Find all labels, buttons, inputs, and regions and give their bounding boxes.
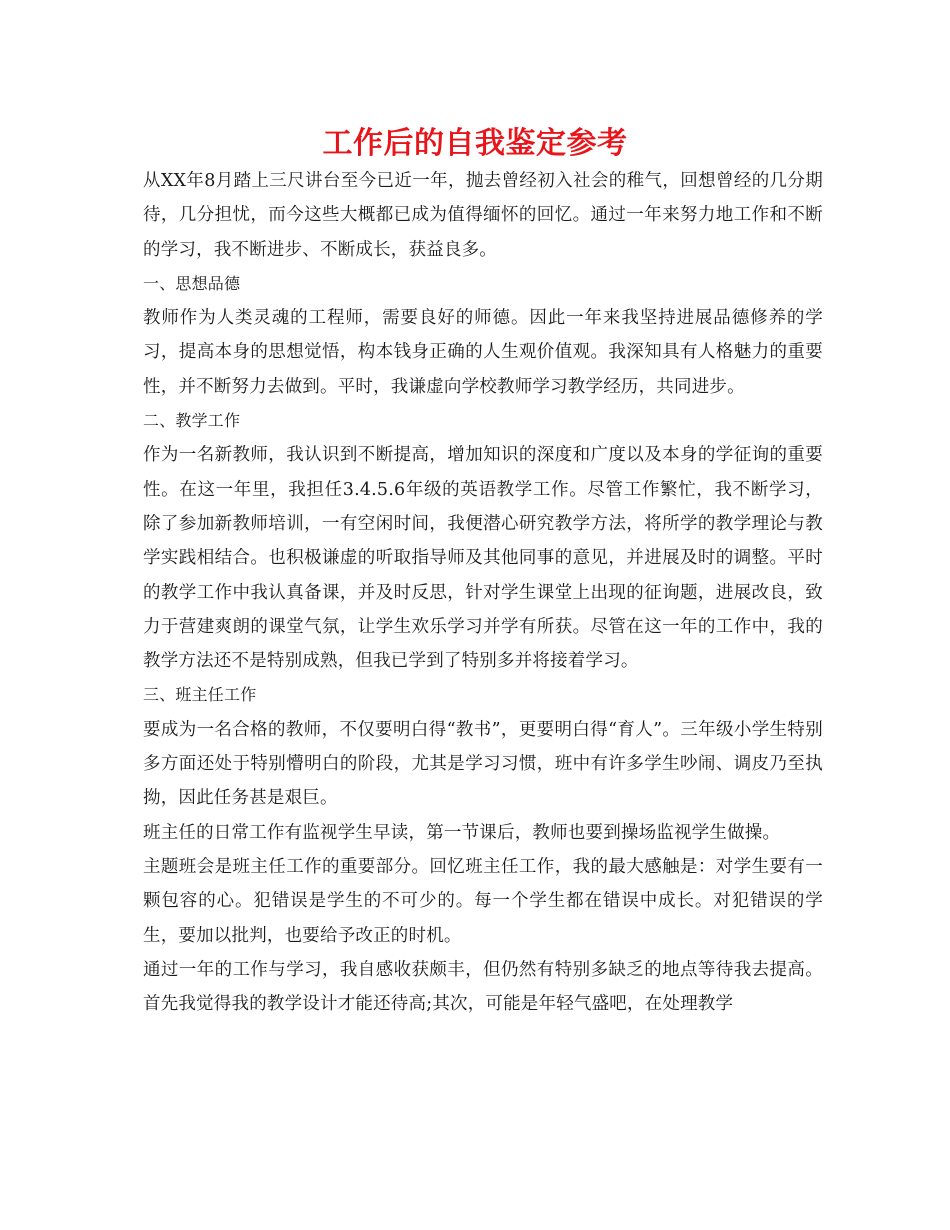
- section-heading-morality: 一、思想品德: [143, 273, 241, 293]
- paragraph-class-teacher-3: 主题班会是班主任工作的重要部分。回忆班主任工作，我的最大感触是：对学生要有一颗包容的心。犯错误是学生的不可少的。每一个学生都在错误中成长。对犯错误的学生，要加以批判，也要给予改正的时机。: [143, 856, 823, 946]
- paragraph-class-teacher-2: 班主任的日常工作有监视学生早读，第一节课后，教师也要到操场监视学生做操。: [143, 822, 781, 843]
- section-heading-class-teacher: 三、班主任工作: [143, 685, 257, 705]
- section-heading-teaching: 二、教学工作: [143, 411, 241, 431]
- paragraph-morality: 教师作为人类灵魂的工程师，需要良好的师德。因此一年来我坚持进展品德修养的学习，提高本身的思想觉悟，构本钱身正确的人生观价值观。我深知具有人格魅力的重要性，并不断努力去做到。平时，我谦虚向学校教师学习教学经历，共同进步。: [143, 308, 823, 397]
- paragraph-intro: 从XX年8月踏上三尺讲台至今已近一年，抛去曾经初入社会的稚气，回想曾经的几分期待，几分担忧，而今这些大概都已成为值得缅怀的回忆。通过一年来努力地工作和不断的学习，我不断进步、不断成长，获益良多。: [143, 171, 823, 260]
- paragraph-summary: 通过一年的工作与学习，我自感收获颇丰，但仍然有特别多缺乏的地点等待我去提高。首先我觉得我的教学设计才能还待高;其次，可能是年轻气盛吧，在处理教学: [143, 959, 823, 1015]
- document-body: [143, 164, 823, 1021]
- document-title: 工作后的自我鉴定参考: [322, 126, 628, 161]
- paragraph-teaching: 作为一名新教师，我认识到不断提高，增加知识的深度和广度以及本身的学征询的重要性。在这一年里，我担任3.4.5.6年级的英语教学工作。尽管工作繁忙，我不断学习，除了参加新教师培训，一有空闲时间，我便潜心研究教学方法，将所学的教学理论与教学实践相结合。也积极谦虚的听取指导师及其他同事的意见，并进展及时的调整。平时的教学工作中我认真备课，并及时反思，针对学生课堂上出现的征询题，进展改良，致力于营建爽朗的课堂气氛，让学生欢乐学习并学有所获。尽管在这一年的工作中，我的教学方法还不是特别成熟，但我已学到了特别多并将接着学习。: [143, 445, 823, 672]
- paragraph-class-teacher-1: 要成为一名合格的教师，不仅要明白得“教书”，更要明白得“育人”。三年级小学生特别多方面还处于特别懵明白的阶段，尤其是学习习惯，班中有许多学生吵闹、调皮乃至执拗，因此任务甚是艰巨。: [143, 719, 823, 809]
